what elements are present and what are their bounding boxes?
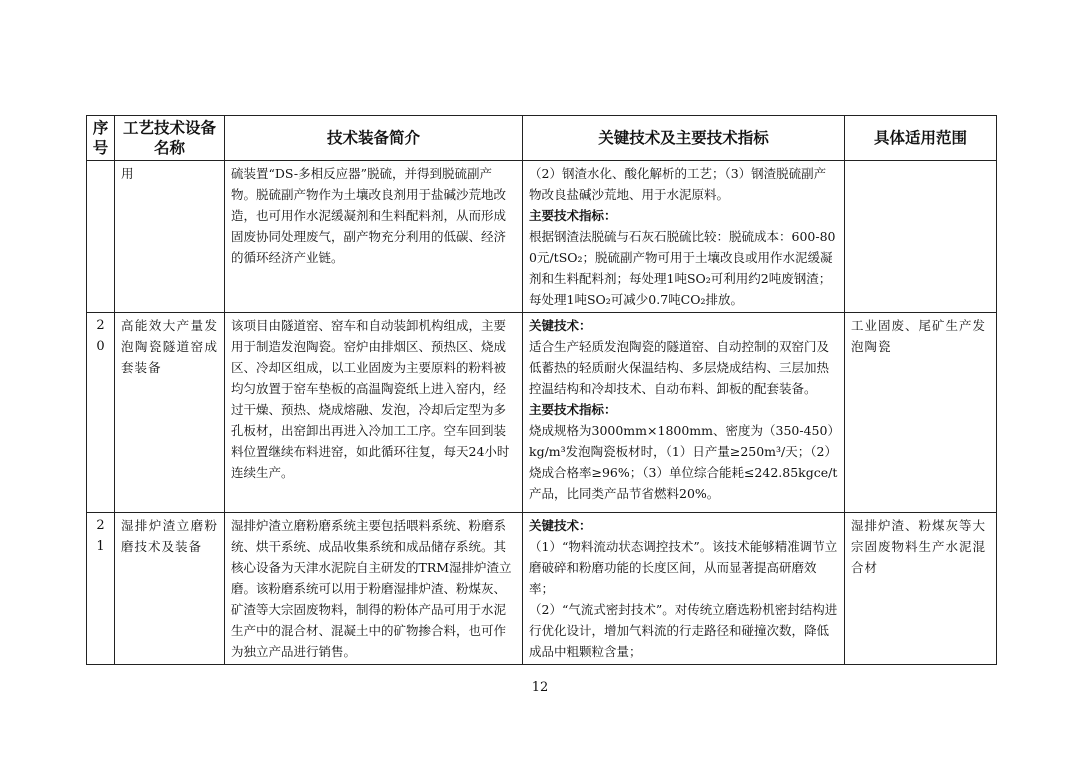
key-text: （1）“物料流动状态调控技术”。该技术能够精准调节立磨破碎和粉磨功能的长度区间，从而显著提高研磨效率； <box>529 539 838 596</box>
key-heading: 关键技术： <box>529 318 592 333</box>
row-name: 高能效大产量发泡陶瓷隧道窑成套装备 <box>115 313 225 513</box>
header-scope: 具体适用范围 <box>845 116 997 161</box>
page-number: 12 <box>531 680 549 695</box>
row-scope <box>845 161 997 313</box>
key-text: （2）钢渣水化、酸化解析的工艺；（3）钢渣脱硫副产物改良盐碱沙荒地、用于水泥原料。 <box>529 166 827 202</box>
row-intro: 该项目由隧道窑、窑车和自动装卸机构组成，主要用于制造发泡陶瓷。窑炉由排烟区、预热区、烧成区、冷却区组成，以工业固废为主要原料的粉料被均匀放置于窑车垫板的高温陶瓷纸上进入窑内，经过干燥、预热、烧成熔融、发泡，冷却后定型为多孔板材，出窑卸出再进入冷加工工序。空车回到装料位置继续布料进窑，如此循环往复，每天24小时连续生产。 <box>225 313 523 513</box>
table-row <box>87 313 997 513</box>
row-intro: 硫装置“DS-多相反应器”脱硫，并得到脱硫副产物。脱硫副产物作为土壤改良剂用于盐碱沙荒地改造，也可用作水泥缓凝剂和生料配料剂，从而形成固废协同处理废气，副产物充分利用的低碳、经济的循环经济产业链。 <box>225 161 523 313</box>
row-name: 湿排炉渣立磨粉磨技术及装备 <box>115 513 225 665</box>
row-key <box>523 313 845 513</box>
row-num: 21 <box>87 513 115 665</box>
header-num: 序号 <box>87 116 115 161</box>
key-heading: 关键技术： <box>529 518 592 533</box>
header-intro: 技术装备简介 <box>225 116 523 161</box>
row-scope: 湿排炉渣、粉煤灰等大宗固废物料生产水泥混合材 <box>845 513 997 665</box>
table-header-row <box>87 116 997 161</box>
row-name: 用 <box>115 161 225 313</box>
header-key: 关键技术及主要技术指标 <box>523 116 845 161</box>
row-key <box>523 161 845 313</box>
key-heading: 主要技术指标： <box>529 208 617 223</box>
key-text: （2）“气流式密封技术”。对传统立磨选粉机密封结构进行优化设计，增加气料流的行走路径和碰撞次数，降低成品中粗颗粒含量； <box>529 602 838 659</box>
key-heading: 主要技术指标： <box>529 402 617 417</box>
row-num <box>87 161 115 313</box>
header-name: 工艺技术设备名称 <box>115 116 225 161</box>
table-row <box>87 513 997 665</box>
key-text: 烧成规格为3000mm×1800mm、密度为（350-450）kg/m³发泡陶瓷板材时，（1）日产量≥250m³/天；（2）烧成合格率≥96%；（3）单位综合能耗≤242.85kgce/t产品，比同类产品节省燃料20%。 <box>529 423 838 501</box>
row-num: 20 <box>87 313 115 513</box>
row-scope: 工业固废、尾矿生产发泡陶瓷 <box>845 313 997 513</box>
technology-table <box>86 115 997 665</box>
row-key <box>523 513 845 665</box>
row-intro: 湿排炉渣立磨粉磨系统主要包括喂料系统、粉磨系统、烘干系统、成品收集系统和成品储存系统。其核心设备为天津水泥院自主研发的TRM湿排炉渣立磨。该粉磨系统可以用于粉磨湿排炉渣、粉煤灰、矿渣等大宗固废物料，制得的粉体产品可用于水泥生产中的混合材、混凝土中的矿物掺合料，也可作为独立产品进行销售。 <box>225 513 523 665</box>
key-text: 适合生产轻质发泡陶瓷的隧道窑、自动控制的双窑门及低蓄热的轻质耐火保温结构、多层烧成结构、三层加热控温结构和冷却技术、自动布料、卸板的配套装备。 <box>529 339 830 396</box>
key-text: 根据钢渣法脱硫与石灰石脱硫比较：脱硫成本：600-800元/tSO₂；脱硫副产物可用于土壤改良或用作水泥缓凝剂和生料配料剂；每处理1吨SO₂可利用约2吨废钢渣；每处理1吨SO₂可减少0.7吨CO₂排放。 <box>529 229 836 307</box>
table-row <box>87 161 997 313</box>
